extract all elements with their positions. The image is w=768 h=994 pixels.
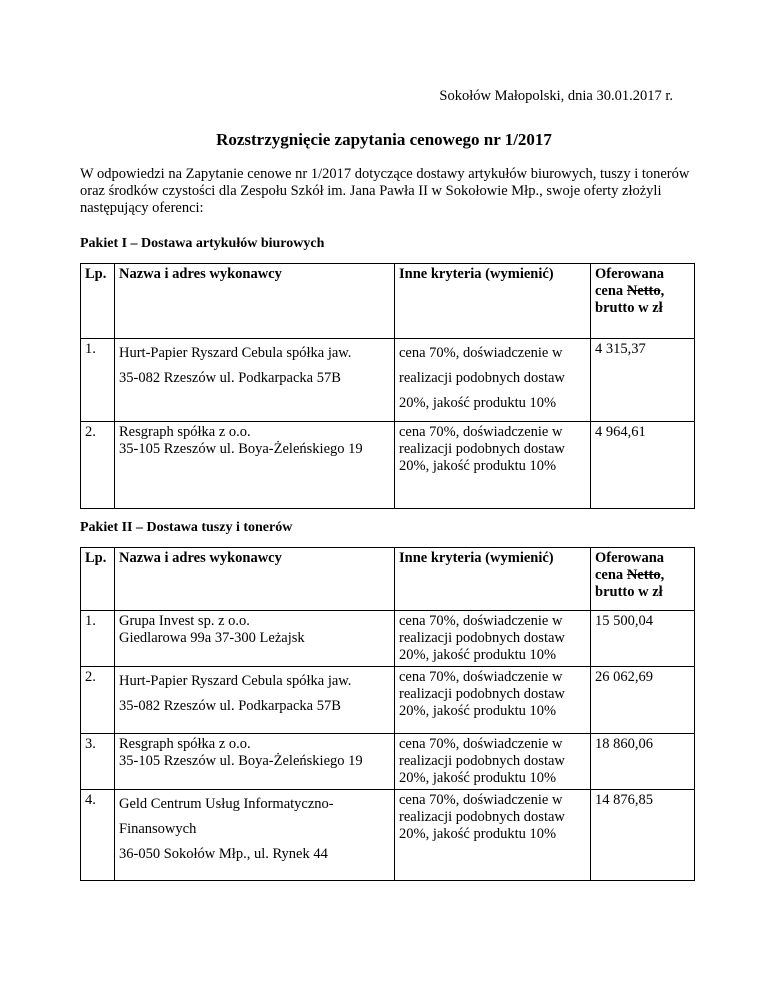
document-title: Rozstrzygnięcie zapytania cenowego nr 1/2017 <box>216 130 552 149</box>
row-lp: 1. <box>81 611 115 667</box>
row-name: Hurt-Papier Ryszard Cebula spółka jaw. 35-082 Rzeszów ul. Podkarpacka 57B <box>115 667 395 734</box>
row-price: 4 964,61 <box>591 422 695 509</box>
package2-table <box>80 547 695 881</box>
table-row <box>81 339 695 422</box>
header-criteria: Inne kryteria (wymienić) <box>395 548 591 611</box>
row-lp: 1. <box>81 339 115 422</box>
row-criteria: cena 70%, doświadczenie w realizacji podobnych dostaw 20%, jakość produktu 10% <box>395 734 591 790</box>
header-lp: Lp. <box>81 264 115 339</box>
table-row <box>81 667 695 734</box>
row-name: Geld Centrum Usług Informatyczno- Finansowych 36-050 Sokołów Młp., ul. Rynek 44 <box>115 790 395 881</box>
header-price: Oferowana cena Netto, brutto w zł <box>591 548 695 611</box>
document-date: Sokołów Małopolski, dnia 30.01.2017 r. <box>439 88 673 104</box>
table-row <box>81 611 695 667</box>
table-row <box>81 734 695 790</box>
row-criteria: cena 70%, doświadczenie w realizacji podobnych dostaw 20%, jakość produktu 10% <box>395 339 591 422</box>
table-row <box>81 422 695 509</box>
row-criteria: cena 70%, doświadczenie w realizacji podobnych dostaw 20%, jakość produktu 10% <box>395 790 591 881</box>
table-row <box>81 790 695 881</box>
row-lp: 4. <box>81 790 115 881</box>
row-lp: 2. <box>81 422 115 509</box>
package1-title: Pakiet I – Dostawa artykułów biurowych <box>80 236 325 251</box>
row-price: 26 062,69 <box>591 667 695 734</box>
table-header-row <box>81 264 695 339</box>
row-criteria: cena 70%, doświadczenie w realizacji podobnych dostaw 20%, jakość produktu 10% <box>395 422 591 509</box>
row-price: 4 315,37 <box>591 339 695 422</box>
row-criteria: cena 70%, doświadczenie w realizacji podobnych dostaw 20%, jakość produktu 10% <box>395 667 591 734</box>
row-lp: 3. <box>81 734 115 790</box>
intro-paragraph: W odpowiedzi na Zapytanie cenowe nr 1/2017 dotyczące dostawy artykułów biurowych, tuszy i tonerów oraz środków czystości dla Zespołu Szkół im. Jana Pawła II w Sokołowie Młp., swoje oferty złożyli następujący oferenci: <box>80 166 690 216</box>
header-criteria: Inne kryteria (wymienić) <box>395 264 591 339</box>
header-name: Nazwa i adres wykonawcy <box>115 548 395 611</box>
struck-netto: Netto <box>626 567 661 583</box>
header-lp: Lp. <box>81 548 115 611</box>
struck-netto: Netto <box>626 283 661 299</box>
row-price: 14 876,85 <box>591 790 695 881</box>
header-price: Oferowana cena Netto, brutto w zł <box>591 264 695 339</box>
row-name: Resgraph spółka z o.o. 35-105 Rzeszów ul. Boya-Żeleńskiego 19 <box>115 422 395 509</box>
package2-title: Pakiet II – Dostawa tuszy i tonerów <box>80 520 293 535</box>
row-name: Grupa Invest sp. z o.o. Giedlarowa 99a 37-300 Leżajsk <box>115 611 395 667</box>
row-name: Hurt-Papier Ryszard Cebula spółka jaw. 35-082 Rzeszów ul. Podkarpacka 57B <box>115 339 395 422</box>
row-price: 15 500,04 <box>591 611 695 667</box>
package1-table <box>80 263 695 509</box>
table-header-row <box>81 548 695 611</box>
row-name: Resgraph spółka z o.o. 35-105 Rzeszów ul. Boya-Żeleńskiego 19 <box>115 734 395 790</box>
header-name: Nazwa i adres wykonawcy <box>115 264 395 339</box>
row-lp: 2. <box>81 667 115 734</box>
row-criteria: cena 70%, doświadczenie w realizacji podobnych dostaw 20%, jakość produktu 10% <box>395 611 591 667</box>
row-price: 18 860,06 <box>591 734 695 790</box>
